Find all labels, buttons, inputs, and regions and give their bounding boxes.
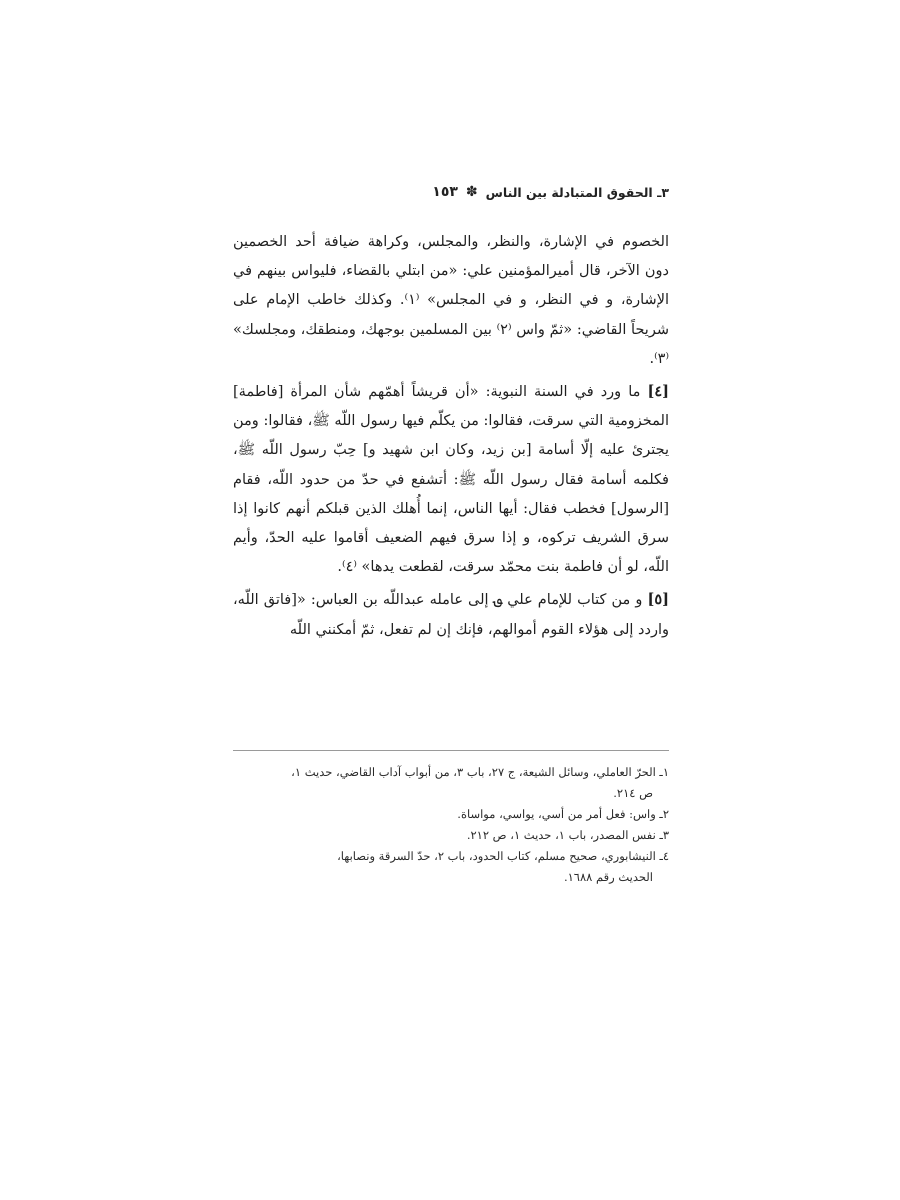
chapter-title: ٣ـ الحقوق المتبادلة بين الناس [485, 184, 669, 200]
footnote [233, 825, 669, 846]
flower-ornament-icon: ✽ [465, 184, 478, 200]
paragraph-number: [٥] [647, 591, 670, 609]
paragraph [233, 228, 669, 374]
paragraph-text: الخصوم في الإشارة، والنظر، والمجلس، وكراهة ضيافة أحد الخصمين دون الآخر، قال أميرالمؤمنين علي: «من ابتلي بالقضاء، فليواس بينهم في الإشارة، و في النظر، و في المجلس» ⁽١⁾. وكذلك خاطب الإمام على شريحاً القاضي: «ثمّ واس ⁽٢⁾ بين المسلمين بوجهك، ومنطقك، ومجلسك» ⁽٣⁾. [233, 234, 669, 367]
paragraph-text: و من كتاب للإمام علي ؈ إلى عامله عبداللّه بن العباس: «[فاتق اللّه، واردد إلى هؤلاء القوم أموالهم، فإنك إن لم تفعل، ثمّ أمكنني اللّه [233, 592, 669, 638]
footnotes [233, 762, 669, 888]
paragraph [233, 585, 669, 644]
footnote-continuation: ص ٢١٤. [613, 786, 653, 800]
book-page [233, 180, 670, 884]
footnote [233, 846, 669, 888]
page-number: ١٥٣ [432, 184, 458, 200]
running-header [432, 180, 669, 204]
paragraph [233, 377, 669, 582]
paragraph-number: [٤] [647, 383, 670, 401]
footnote-text: ١ـ الحرّ العاملي، وسائل الشيعة، ج ٢٧، باب ٣، من أبواب آداب القاضي، حديث ١، [291, 765, 669, 779]
main-text [233, 228, 669, 648]
footnote [233, 762, 669, 804]
footnote-text: ٢ـ واس: فعل أمر من أسي، يواسي، مواساة. [457, 807, 669, 821]
footnote-divider [233, 750, 669, 751]
footnote-continuation: الحديث رقم ١٦٨٨. [563, 870, 653, 884]
footnote-text: ٣ـ نفس المصدر، باب ١، حديث ١، ص ٢١٢. [466, 828, 669, 842]
footnote-text: ٤ـ النيشابوري، صحيح مسلم، كتاب الحدود، باب ٢، حدّ السرقة ونصابها، [337, 849, 669, 863]
footnote [233, 804, 669, 825]
paragraph-text: ما ورد في السنة النبوية: «أن قريشاً أهمّهم شأن المرأة [فاطمة] المخزومية التي سرقت، فقالوا: من يكلّم فيها رسول اللّه ﷺ، فقالوا: ومن يجترئ عليه إلّا أسامة [بن زيد، وكان ابن شهيد و] حِبّ رسول اللّه ﷺ، فكلمه أسامة فقال رسول اللّه ﷺ: أتشفع في حدّ من حدود اللّه، فقام [الرسول] فخطب فقال: أيها الناس، إنما أُهلك الذين قبلكم أنهم كانوا إذا سرق الشريف تركوه، و إذا سرق فيهم الضعيف أقاموا عليه الحدّ، وأيم اللّه، لو أن فاطمة بنت محمّد سرقت، لقطعت يدها» ⁽٤⁾. [233, 384, 669, 576]
